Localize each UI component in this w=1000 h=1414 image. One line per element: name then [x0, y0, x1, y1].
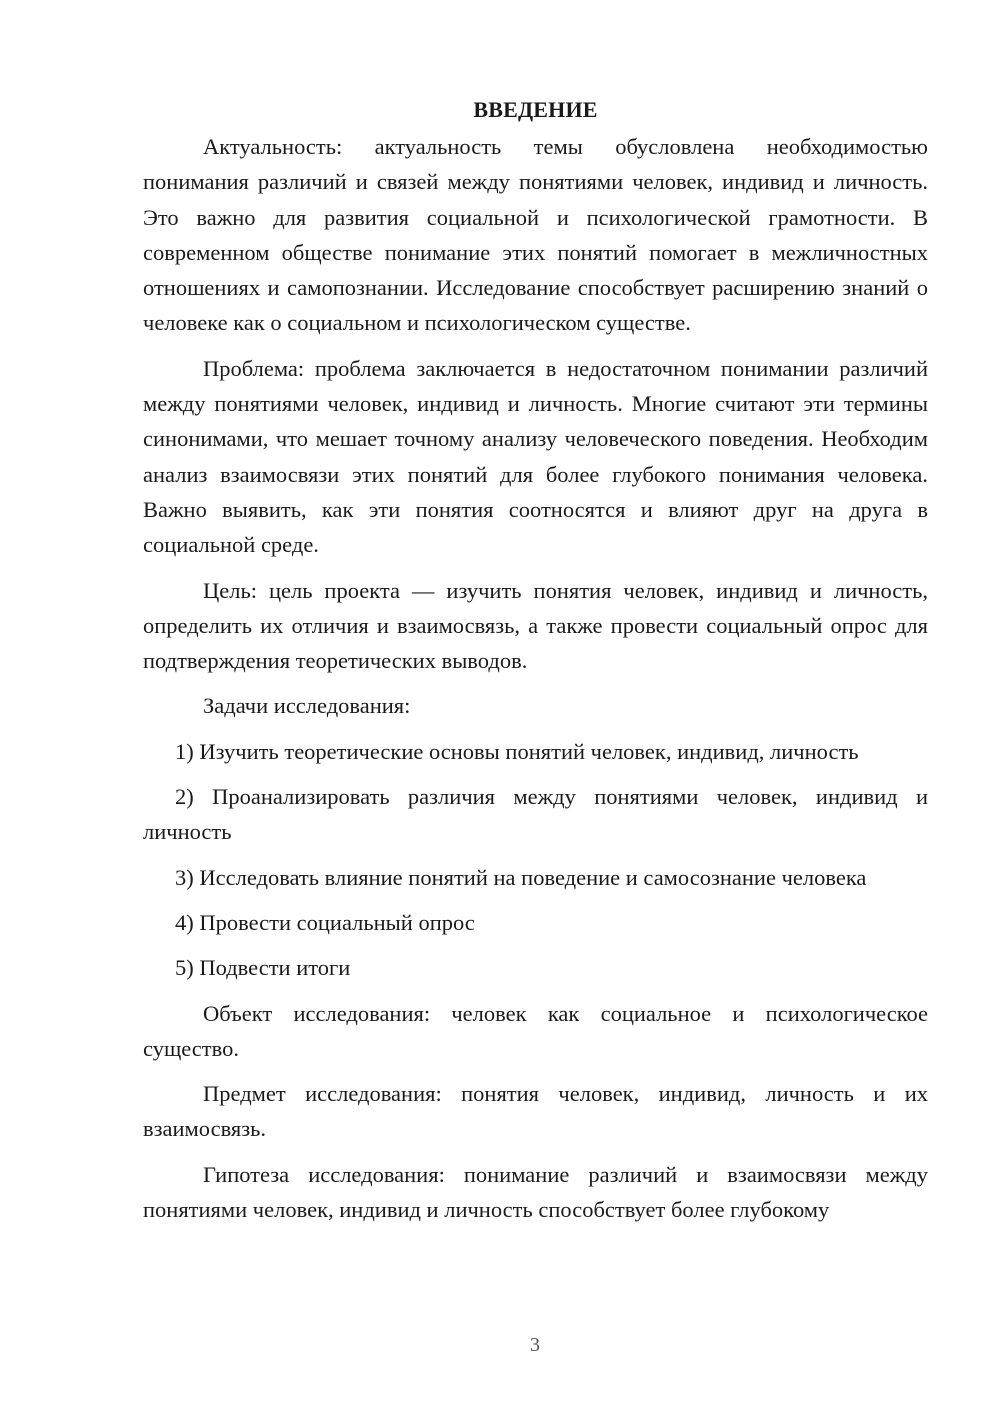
task-item: 2) Проанализировать различия между понятиями человек, индивид и личность: [143, 784, 928, 845]
paragraph-tasks-heading: Задачи исследования:: [203, 693, 411, 719]
paragraph-relevance: Актуальность: актуальность темы обусловлена необходимостью понимания различий и связей между понятиями человек, индивид и личность. Это важно для развития социальной и психологической грамотности. В современном обществе понимание этих понятий помогает в межличностных отношениях и самопознании. Исследование способствует расширению знаний о человеке как о социальном и психологическом существе.: [143, 134, 928, 336]
task-item: 4) Провести социальный опрос: [175, 909, 475, 935]
paragraph-problem: Проблема: проблема заключается в недостаточном понимании различий между понятиями человек, индивид и личность. Многие считают эти термины синонимами, что мешает точному анализу человеческого поведения. Необходим анализ взаимосвязи этих понятий для более глубокого понимания человека. Важно выявить, как эти понятия соотносятся и влияют друг на друга в социальной среде.: [143, 355, 928, 558]
task-item: 3) Исследовать влияние понятий на поведение и самосознание человека: [175, 864, 867, 890]
task-item: 1) Изучить теоретические основы понятий человек, индивид, личность: [175, 738, 859, 764]
paragraph-hypothesis: Гипотеза исследования: понимание различий и взаимосвязи между понятиями человек, индивид и личность способствует более глубокому: [143, 1161, 928, 1223]
paragraph-goal: Цель: цель проекта — изучить понятия человек, индивид и личность, определить их отличия и взаимосвязь, а также провести социальный опрос для подтверждения теоретических выводов.: [143, 577, 928, 674]
page-number: 3: [530, 1334, 540, 1356]
page-content: [143, 95, 928, 1227]
section-title: ВВЕДЕНИЕ: [473, 97, 598, 122]
paragraph-subject: Предмет исследования: понятия человек, индивид, личность и их взаимосвязь.: [143, 1081, 928, 1142]
task-item: 5) Подвести итоги: [175, 955, 351, 981]
paragraph-object: Объект исследования: человек как социальное и психологическое существо.: [143, 1000, 928, 1061]
